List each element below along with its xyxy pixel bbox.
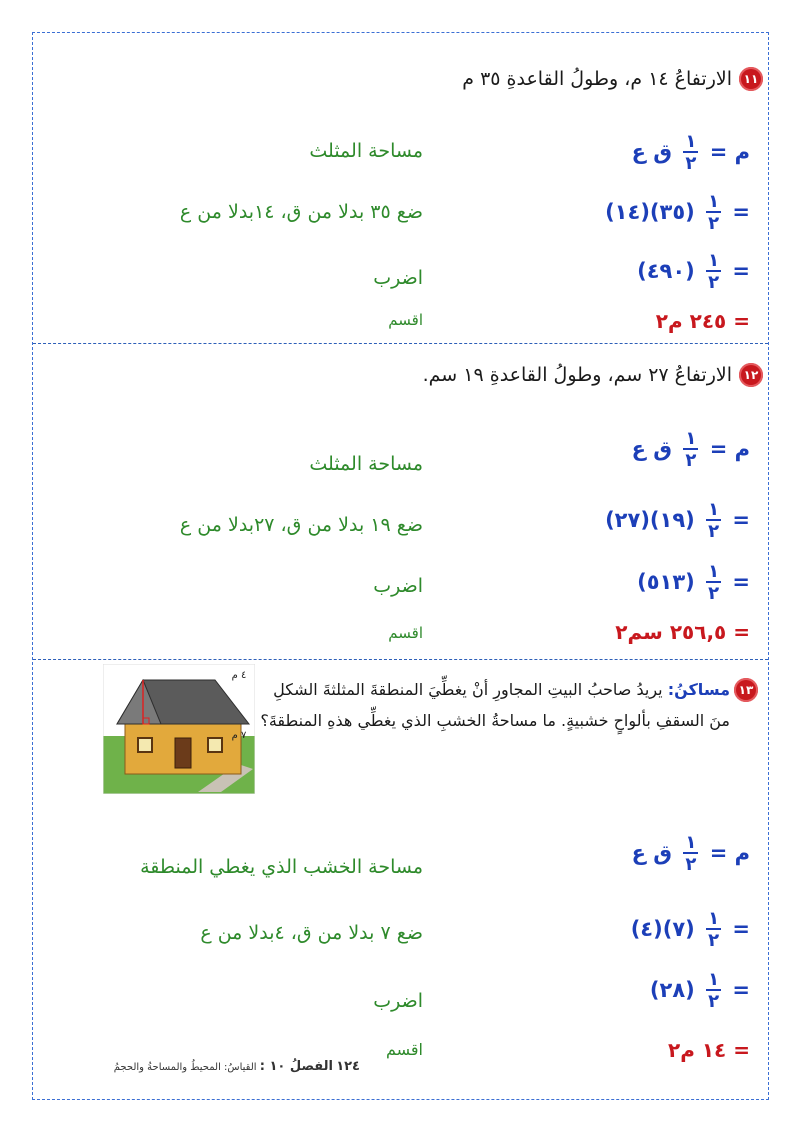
problem-number-badge: ١١ [739, 67, 763, 91]
expr-after: (٣٥)(١٤) [605, 200, 703, 224]
problem-number-badge: ١٢ [739, 363, 763, 387]
fraction-denominator: ٢ [708, 521, 720, 542]
fraction [706, 252, 721, 292]
fraction-numerator: ١ [685, 131, 697, 152]
multiply-line [637, 252, 750, 292]
fraction [706, 193, 721, 233]
final-answer: = ١٤ م٢ [668, 1038, 750, 1062]
step-note: اقسم [388, 624, 423, 642]
expr-after: (٥١٣) [637, 570, 703, 594]
base-label: ٧ م [231, 730, 247, 741]
step-note: اضرب [373, 990, 423, 1012]
word-problem [260, 674, 730, 736]
fraction [683, 834, 698, 874]
step-note: ضع ٧ بدلا من ق، ٤بدلا من ع [200, 922, 423, 944]
expr-after: (٤٩٠) [637, 259, 703, 283]
fraction-denominator: ٢ [708, 213, 720, 234]
step-note: ضع ١٩ بدلا من ق، ٢٧بدلا من ع [179, 514, 423, 536]
final-answer: = ٢٤٥ م٢ [655, 309, 750, 333]
fraction-numerator: ١ [685, 832, 697, 853]
substitution-line [605, 501, 750, 541]
expr-after: ق ع [631, 841, 680, 865]
substitution-line [631, 910, 750, 950]
fraction-numerator: ١ [708, 969, 720, 990]
fraction [706, 971, 721, 1011]
fraction [706, 501, 721, 541]
height-label: ٤ م [231, 670, 247, 681]
fraction-numerator: ١ [708, 908, 720, 929]
multiply-line [637, 563, 750, 603]
expr-before: = [725, 570, 750, 594]
window [138, 738, 152, 752]
fraction [683, 133, 698, 173]
page-number: ١٢٤ [336, 1059, 360, 1074]
fraction [706, 563, 721, 603]
step-note: ضع ٣٥ بدلا من ق، ١٤بدلا من ع [179, 201, 423, 223]
section-separator [33, 659, 768, 660]
formula-line [632, 834, 750, 874]
fraction-denominator: ٢ [685, 854, 697, 875]
expr-after: ق ع [631, 140, 680, 164]
step-note: اضرب [373, 575, 423, 597]
expr-after: (٧)(٤) [630, 917, 703, 941]
step-note: اضرب [373, 267, 423, 289]
final-answer: = ٢٥٦,٥ سم٢ [615, 620, 750, 644]
fraction-numerator: ١ [708, 499, 720, 520]
fraction-denominator: ٢ [708, 272, 720, 293]
formula-line [632, 430, 750, 470]
fraction-numerator: ١ [708, 561, 720, 582]
fraction [683, 430, 698, 470]
substitution-line [605, 193, 750, 233]
fraction-denominator: ٢ [708, 583, 720, 604]
expr-before: = [725, 917, 750, 941]
expr-after: (٢٨) [649, 978, 703, 1002]
expr-before: م = [702, 437, 750, 461]
section-separator [33, 343, 768, 344]
chapter-label: الفصلُ ١٠ : [259, 1059, 333, 1074]
expr-before: = [725, 978, 750, 1002]
step-note: اقسم [388, 311, 423, 329]
problem-number-badge: ١٣ [734, 678, 758, 702]
step-note: اقسم [385, 1040, 423, 1059]
problem-statement: الارتفاعُ ١٤ م، وطولُ القاعدةِ ٣٥ م [462, 68, 732, 90]
multiply-line [650, 971, 750, 1011]
expr-after: ق ع [631, 437, 680, 461]
formula-line [632, 133, 750, 173]
expr-before: = [725, 259, 750, 283]
fraction [706, 910, 721, 950]
step-note: مساحة المثلث [309, 140, 423, 162]
window [208, 738, 222, 752]
step-note: مساحة المثلث [309, 453, 423, 475]
fraction-numerator: ١ [685, 428, 697, 449]
problem-statement: الارتفاعُ ٢٧ سم، وطولُ القاعدةِ ١٩ سم. [422, 364, 732, 386]
step-note: مساحة الخشب الذي يغطي المنطقة [140, 856, 423, 878]
fraction-numerator: ١ [708, 250, 720, 271]
fraction-denominator: ٢ [685, 450, 697, 471]
problem-title: مساكنُ: [667, 680, 730, 699]
expr-before: = [725, 508, 750, 532]
fraction-denominator: ٢ [685, 153, 697, 174]
problem-statement: يريدُ صاحبُ البيتِ المجاورِ أنْ يغطِّيَ المنطقةَ المثلثةَ الشكلِ منَ السقفِ بألواحٍ خشبيةٍ. ما مساحةُ الخشبِ الذي يغطِّي هذهِ المنطقةَ؟ [260, 680, 730, 730]
page-footer [114, 1059, 360, 1074]
expr-before: = [725, 200, 750, 224]
chapter-title: القياسُ: المحيطُ والمساحةُ والحجمُ [113, 1062, 257, 1073]
house-illustration [103, 664, 255, 794]
door [175, 738, 191, 768]
expr-before: م = [702, 841, 750, 865]
expr-before: م = [702, 140, 750, 164]
fraction-numerator: ١ [708, 191, 720, 212]
expr-after: (١٩)(٢٧) [605, 508, 703, 532]
fraction-denominator: ٢ [708, 930, 720, 951]
fraction-denominator: ٢ [708, 991, 720, 1012]
